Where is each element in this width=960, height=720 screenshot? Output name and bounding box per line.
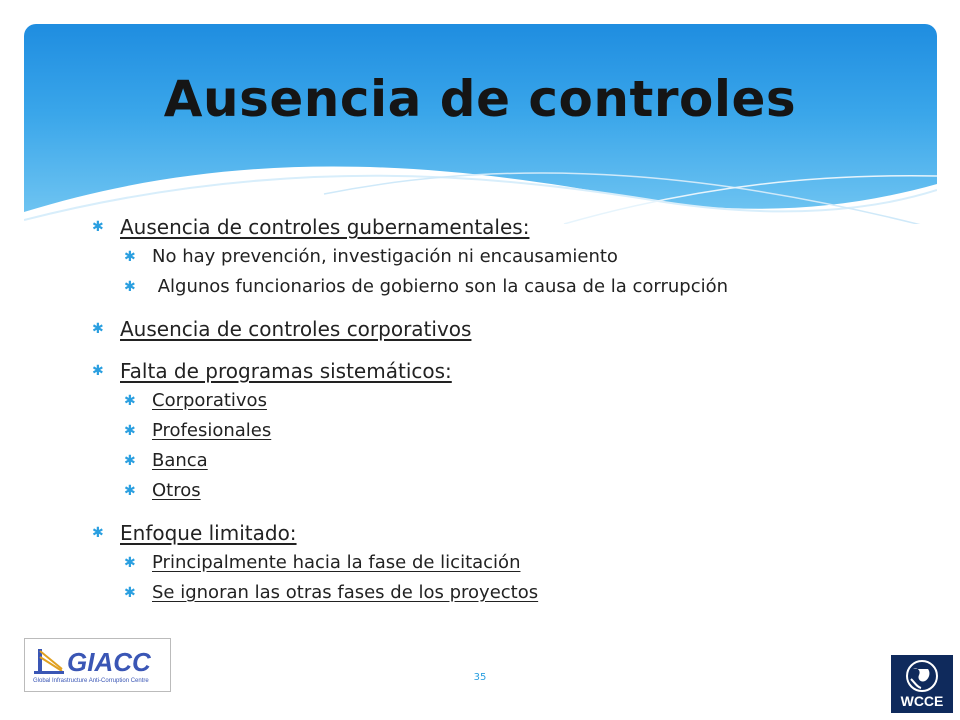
asterisk-icon: ✱ (92, 219, 104, 235)
page-number: 35 (473, 672, 487, 683)
bridge-icon (34, 647, 64, 677)
bullet-list (92, 212, 932, 608)
sub-bullet-text: Algunos funcionarios de gobierno son la causa de la corrupción (152, 276, 729, 297)
sub-bullet-text: Principalmente hacia la fase de licitación (152, 552, 521, 573)
sub-bullet-item (124, 476, 932, 506)
bullet-text: Ausencia de controles gubernamentales: (120, 215, 530, 239)
sub-bullet-item (124, 446, 932, 476)
slide-title: Ausencia de controles (163, 70, 797, 128)
bullet-text: Enfoque limitado: (120, 521, 297, 545)
bullet-item (92, 518, 932, 548)
wcce-logo-text: WCCE (900, 693, 944, 709)
asterisk-icon: ✱ (124, 453, 136, 469)
sub-bullet-text: Otros (152, 480, 201, 501)
sub-bullet-text: Profesionales (152, 420, 272, 441)
asterisk-icon: ✱ (124, 279, 136, 295)
asterisk-icon: ✱ (124, 585, 136, 601)
giacc-logo-subtitle: Global Infrastructure Anti-Corruption Centre (33, 678, 149, 684)
asterisk-icon: ✱ (124, 483, 136, 499)
bullet-text: Ausencia de controles corporativos (120, 317, 472, 341)
sub-bullet-text: Se ignoran las otras fases de los proyectos (152, 582, 539, 603)
wcce-logo (891, 655, 953, 713)
bullet-text: Falta de programas sistemáticos: (120, 359, 452, 383)
asterisk-icon: ✱ (124, 393, 136, 409)
asterisk-icon: ✱ (92, 363, 104, 379)
sub-bullet-item (124, 272, 932, 302)
sub-bullet-item (124, 578, 932, 608)
sub-bullet-item (124, 242, 932, 272)
bullet-item (92, 356, 932, 386)
asterisk-icon: ✱ (124, 423, 136, 439)
bullet-item (92, 314, 932, 344)
sub-bullet-text: Banca (152, 450, 208, 471)
sub-bullet-item (124, 416, 932, 446)
giacc-logo (24, 638, 171, 692)
sub-bullet-text: Corporativos (152, 390, 267, 411)
asterisk-icon: ✱ (124, 555, 136, 571)
asterisk-icon: ✱ (92, 321, 104, 337)
asterisk-icon: ✱ (124, 249, 136, 265)
sub-bullet-text: No hay prevención, investigación ni encausamiento (152, 246, 618, 267)
giacc-logo-text: GIACC (67, 647, 151, 677)
bullet-item (92, 212, 932, 242)
sub-bullet-item (124, 548, 932, 578)
globe-icon (891, 657, 953, 697)
asterisk-icon: ✱ (92, 525, 104, 541)
sub-bullet-item (124, 386, 932, 416)
